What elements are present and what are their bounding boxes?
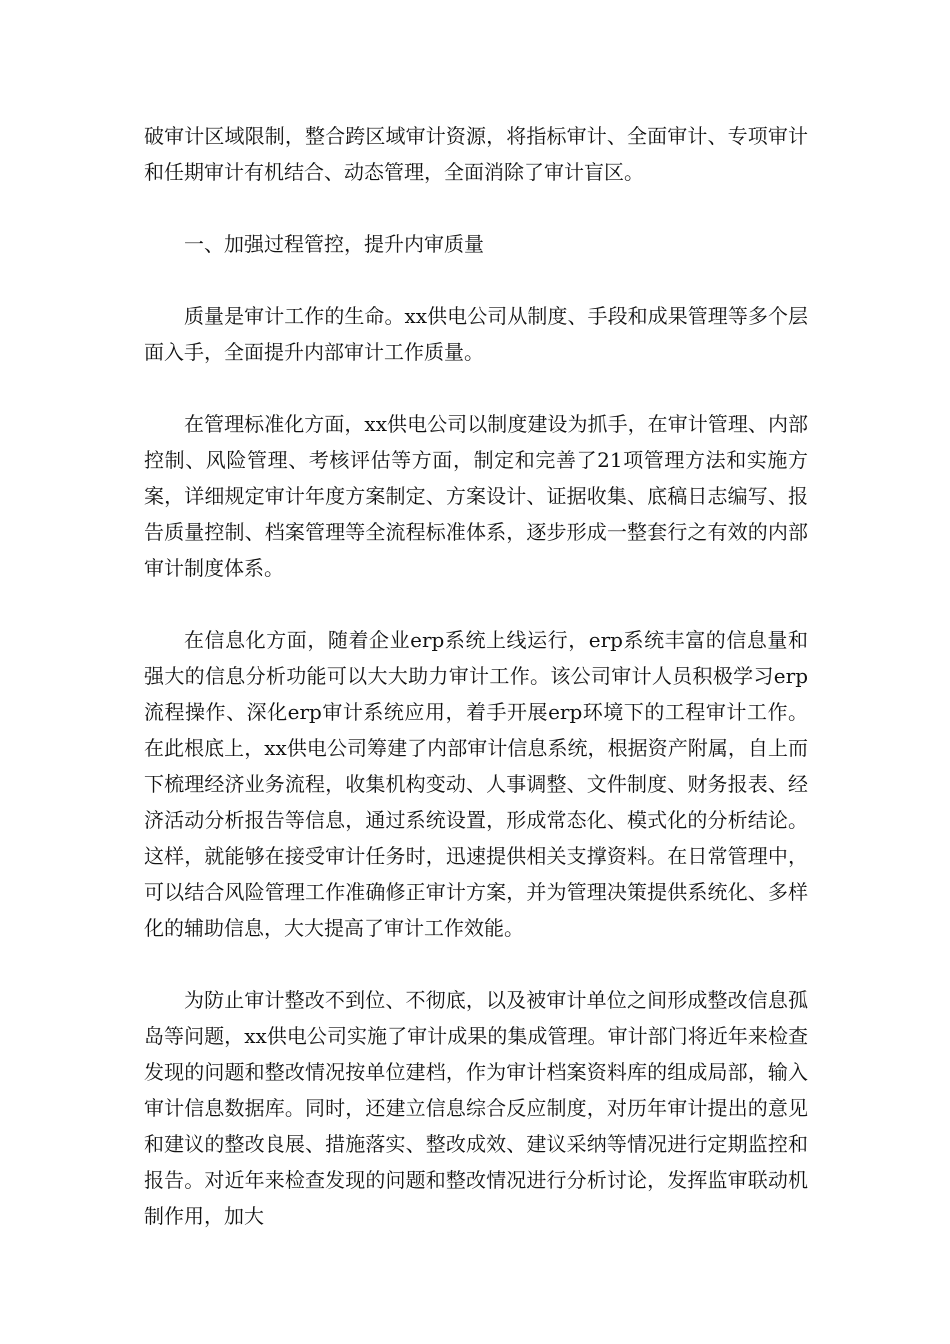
- paragraph-standardization: 在管理标准化方面，xx供电公司以制度建设为抓手，在审计管理、内部控制、风险管理、考核评估等方面，制定和完善了21项管理方法和实施方案，详细规定审计年度方案制定、方案设计、证据收集、底稿日志编写、报告质量控制、档案管理等全流程标准体系，逐步形成一整套行之有效的内部审计制度体系。: [144, 412, 808, 580]
- section-heading: 一、加强过程管控，提升内审质量: [184, 232, 484, 256]
- paragraph-rectification: 为防止审计整改不到位、不彻底，以及被审计单位之间形成整改信息孤岛等问题，xx供电公司实施了审计成果的集成管理。审计部门将近年来检查发现的问题和整改情况按单位建档，作为审计档案资料库的组成局部，输入审计信息数据库。同时，还建立信息综合反应制度，对历年审计提出的意见和建议的整改良展、措施落实、整改成效、建议采纳等情况进行定期监控和报告。对近年来检查发现的问题和整改情况进行分析讨论，发挥监审联动机制作用，加大: [144, 988, 808, 1228]
- paragraph-continued: 破审计区域限制，整合跨区域审计资源，将指标审计、全面审计、专项审计和任期审计有机结合、动态管理，全面消除了审计盲区。: [144, 124, 808, 184]
- paragraph-informatization: 在信息化方面，随着企业erp系统上线运行，erp系统丰富的信息量和强大的信息分析功能可以大大助力审计工作。该公司审计人员积极学习erp流程操作、深化erp审计系统应用，着手开展erp环境下的工程审计工作。在此根底上，xx供电公司筹建了内部审计信息系统，根据资产附属，自上而下梳理经济业务流程，收集机构变动、人事调整、文件制度、财务报表、经济活动分析报告等信息，通过系统设置，形成常态化、模式化的分析结论。这样，就能够在接受审计任务时，迅速提供相关支撑资料。在日常管理中，可以结合风险管理工作准确修正审计方案，并为管理决策提供系统化、多样化的辅助信息，大大提高了审计工作效能。: [144, 628, 808, 940]
- document-body: [144, 118, 808, 1270]
- paragraph-quality: 质量是审计工作的生命。xx供电公司从制度、手段和成果管理等多个层面入手，全面提升内部审计工作质量。: [144, 304, 808, 364]
